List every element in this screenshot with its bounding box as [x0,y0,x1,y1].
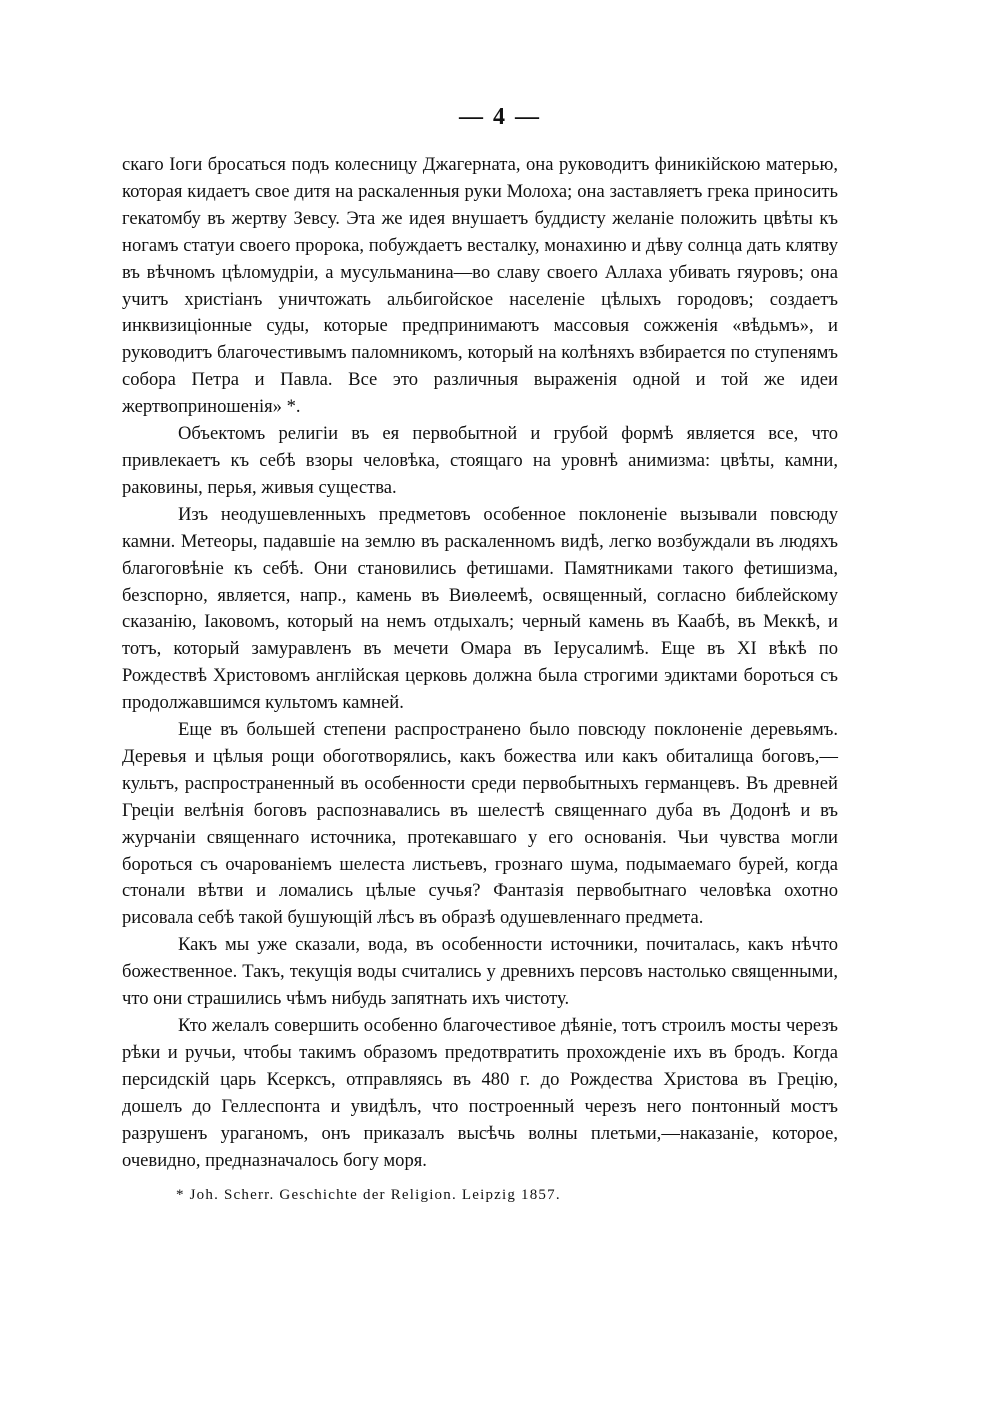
paragraph-tree-worship: Еще въ большей степени распространено было повсюду поклоненіе деревьямъ. Деревья и цѣлыя рощи обоготворялись, какъ божества или какъ обиталища боговъ,—культъ, распространенный въ особенности среди первобытныхъ германцевъ. Въ древней Греціи велѣнія боговъ распознавались въ шелестѣ священнаго дуба въ Додонѣ и въ журчаніи священнаго источника, протекавшаго у его основанія. Чьи чувства могли бороться съ очарованіемъ шелеста листьевъ, грознаго шума, подымаемаго бурей, когда стонали вѣтви и ломались цѣлые сучья? Фантазія первобытнаго человѣка охотно рисовала себѣ такой бушующій лѣсъ въ образѣ одушевленнаго предмета. [122,719,838,929]
paragraph-continuation: скаго Іоги бросаться подъ колесницу Джагерната, она руководитъ финикійскою матерью, которая кидаетъ свое дитя на раскаленныя руки Молоха; она заставляетъ грека приносить гекатомбу въ жертву Зевсу. Эта же идея внушаетъ буддисту желаніе положить цвѣты къ ногамъ статуи своего пророка, побуждаетъ весталку, монахиню и дѣву солнца дать клятву въ вѣчномъ цѣломудріи, а мусульманина—во славу своего Аллаха убивать гяуровъ; она учитъ христіанъ уничтожать альбигойское населеніе цѣлыхъ городовъ; создаетъ инквизиціонные суды, которые предпринимаютъ массовыя сожженія «вѣдьмъ», и руководитъ благочестивымъ паломникомъ, который на колѣняхъ взбирается по ступенямъ собора Петра и Павла. Все это различныя выраженія одной и той же идеи жертвоприношенія» *. [122,154,838,418]
page-number: — 4 — [459,104,541,130]
body-text [122,152,838,1174]
paragraph-bridges-xerxes: Кто желалъ совершить особенно благочестивое дѣяніе, тотъ строилъ мосты черезъ рѣки и ручьи, чтобы такимъ образомъ предотвратить прохожденіе ихъ въ бродъ. Когда персидскій царь Ксерксъ, отправляясь въ 480 г. до Рождества Христова въ Грецію, дошелъ до Геллеспонта и увидѣлъ, что построенный черезъ него понтонный мостъ разрушенъ ураганомъ, онъ приказалъ высѣчь волны плетьми,—наказаніе, которое, очевидно, предназначалось богу моря. [122,1015,838,1171]
paragraph-water-worship: Какъ мы уже сказали, вода, въ особенности источники, почиталась, какъ нѣчто божественное. Такъ, текущія воды считались у древнихъ персовъ настолько священными, что они страшились чѣмъ нибудь запятнать ихъ чистоту. [122,934,838,1010]
paragraph-stone-worship: Изъ неодушевленныхъ предметовъ особенное поклоненіе вызывали повсюду камни. Метеоры, падавшіе на землю въ раскаленномъ видѣ, легко возбуждали въ людяхъ благоговѣніе къ себѣ. Они становились фетишами. Памятниками такого фетишизма, безспорно, является, напр., камень въ Виѳлеемѣ, освященный, согласно библейскому сказанію, Іаковомъ, который на немъ отдыхалъ; черный камень въ Каабѣ, въ Меккѣ, и тотъ, который замуравленъ въ мечети Омара въ Іерусалимѣ. Еще въ XI вѣкѣ по Рождествѣ Христовомъ англійская церковь должна была строгими эдиктами бороться съ продолжавшимся культомъ камней. [122,503,838,714]
footnote: * Joh. Scherr. Geschichte der Religion. Leipzig 1857. [176,1187,561,1203]
paragraph-object-of-religion: Объектомъ религіи въ ея первобытной и грубой формѣ является все, что привлекаетъ къ себѣ взоры человѣка, стоящаго на уровнѣ анимизма: цвѣты, камни, раковины, перья, живыя существа. [122,423,838,498]
